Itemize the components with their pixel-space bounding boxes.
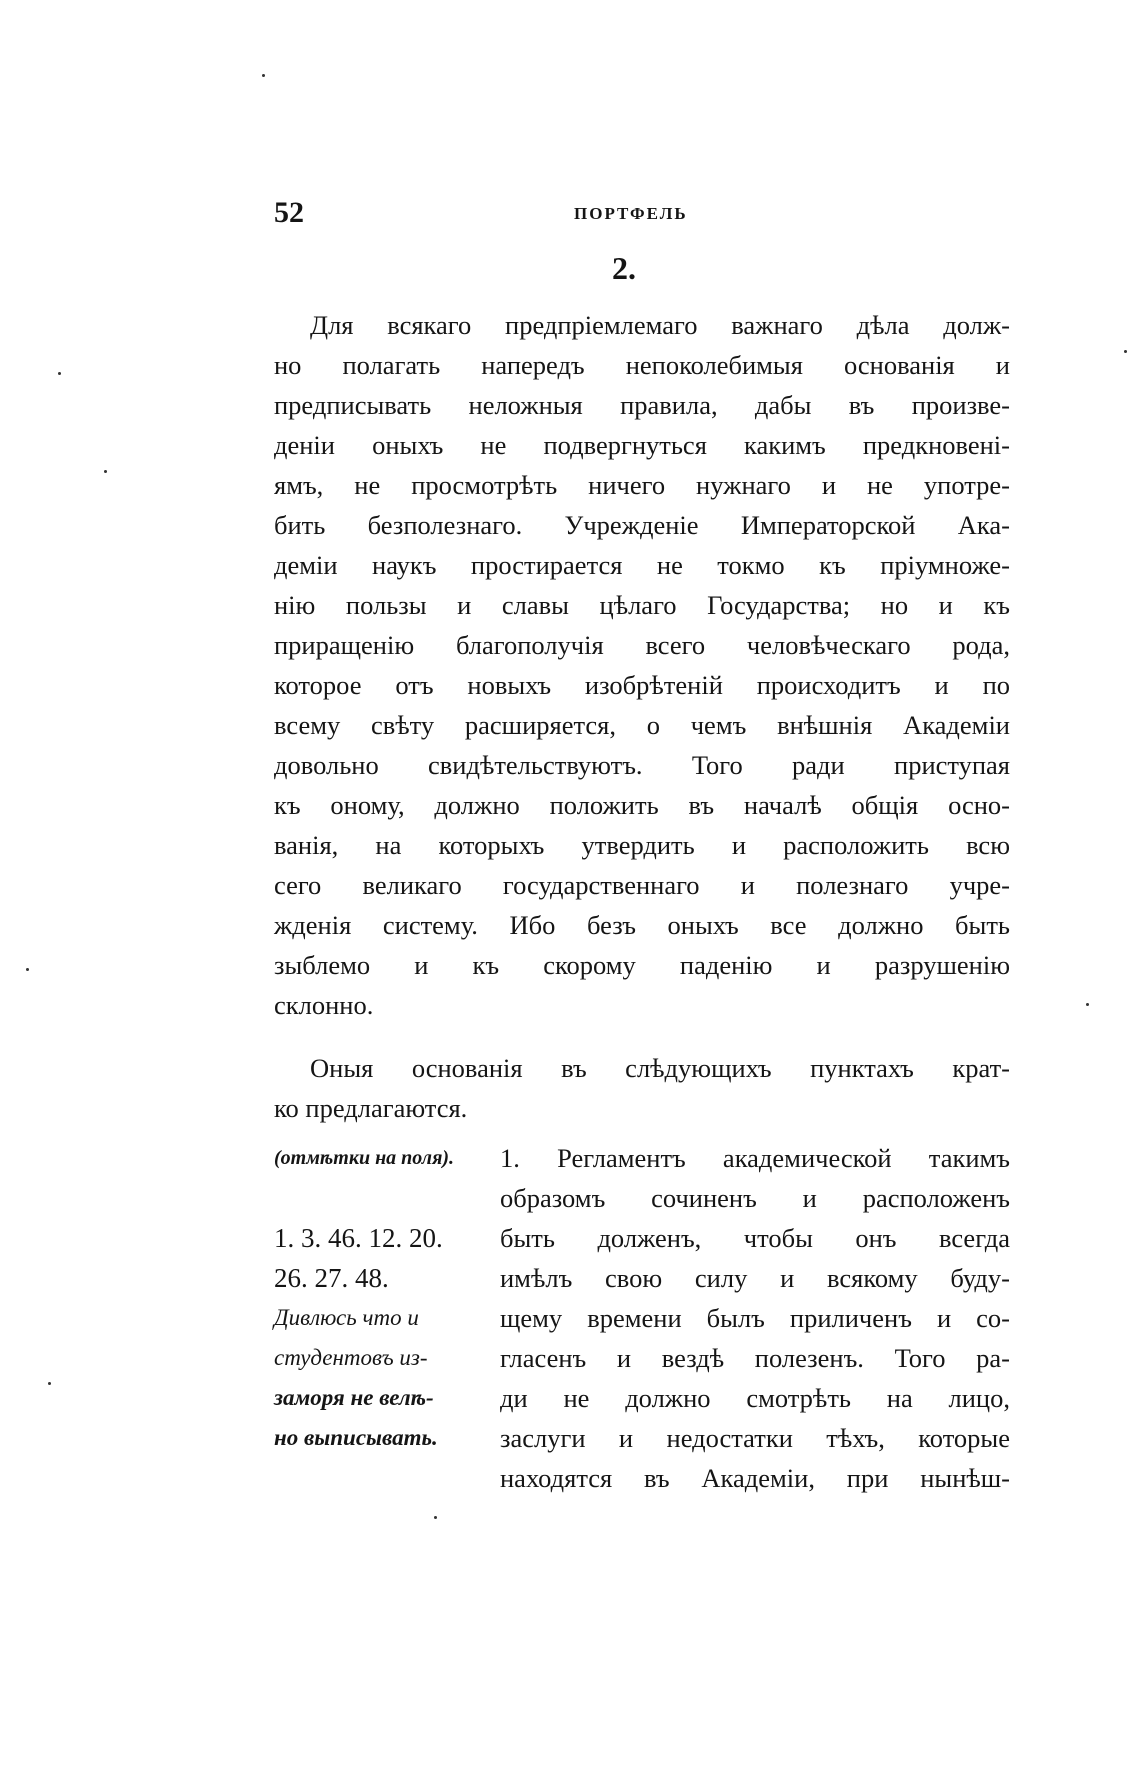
text-line: быть долженъ, чтобы онъ всегда <box>500 1223 1010 1253</box>
text-line: предписывать неложныя правила, дабы въ произве- <box>274 390 1010 420</box>
text-line: ямъ, не просмотрѣть ничего нужнаго и не употре- <box>274 470 1010 500</box>
scan-speck <box>434 1516 437 1519</box>
margin-spacer <box>274 1178 499 1218</box>
text-line: довольно свидѣтельствуютъ. Того ради приступая <box>274 750 1010 780</box>
text-line: зыблемо и къ скорому паденію и разрушенію <box>274 950 1010 980</box>
text-line: бить безполезнаго. Учрежденіе Императорской Ака- <box>274 510 1010 540</box>
scan-speck <box>26 968 29 971</box>
text-line: деніи оныхъ не подвергнуться какимъ предкновені- <box>274 430 1010 460</box>
margin-note-line: Дивлюсь что и <box>274 1305 419 1330</box>
text-line: ванія, на которыхъ утвердить и расположить всю <box>274 830 1010 860</box>
margin-references: 26. 27. 48. <box>274 1263 389 1293</box>
text-line: всему свѣту расширяется, о чемъ внѣшнія Академіи <box>274 710 1010 740</box>
text-line: гласенъ и вездѣ полезенъ. Того ра- <box>500 1343 1010 1373</box>
text-line: ко предлагаются. <box>274 1093 468 1123</box>
margin-note-line: заморя не велѣ- <box>274 1385 434 1410</box>
text-line: заслуги и недостатки тѣхъ, которые <box>500 1423 1010 1453</box>
scan-speck <box>1124 350 1127 353</box>
margin-references: 1. 3. 46. 12. 20. <box>274 1223 443 1253</box>
scan-speck <box>262 74 265 77</box>
text-line: Для всякаго предпріемлемаго важнаго дѣла долж- <box>310 310 1010 340</box>
page-number: 52 <box>274 196 304 229</box>
running-head: ПОРТФЕЛЬ <box>574 204 688 223</box>
text-line: имѣлъ свою силу и всякому буду- <box>500 1263 1010 1293</box>
section-number: 2. <box>612 250 636 286</box>
text-line: которое отъ новыхъ изобрѣтеній происходитъ и по <box>274 670 1010 700</box>
text-line: склонно. <box>274 990 374 1020</box>
text-line: Оныя основанія въ слѣдующихъ пунктахъ крат- <box>310 1053 1010 1083</box>
text-line: нію пользы и славы цѣлаго Государства; но и къ <box>274 590 1010 620</box>
margin-note-line: студентовъ из- <box>274 1345 428 1370</box>
text-line: деміи наукъ простирается не токмо къ пріумноже- <box>274 550 1010 580</box>
text-line: находятся въ Академіи, при нынѣш- <box>500 1463 1010 1493</box>
text-line: жденія систему. Ибо безъ оныхъ все должно быть <box>274 910 1010 940</box>
text-line: щему времени былъ приличенъ и со- <box>500 1303 1010 1333</box>
paragraph-1 <box>274 305 1010 1025</box>
text-line: ди не должно смотрѣть на лицо, <box>500 1383 1010 1413</box>
margin-heading: (отмѣтки на поля). <box>274 1147 455 1169</box>
text-line: образомъ сочиненъ и расположенъ <box>500 1183 1010 1213</box>
text-line: сего великаго государственнаго и полезнаго учре- <box>274 870 1010 900</box>
paragraph-2 <box>274 1048 1010 1128</box>
scan-speck <box>48 1382 51 1385</box>
margin-notes <box>274 1138 499 1458</box>
text-line: къ оному, должно положить въ началѣ общія осно- <box>274 790 1010 820</box>
point-1-text <box>500 1138 1010 1498</box>
scan-speck <box>104 470 107 473</box>
margin-note-line: но выписывать. <box>274 1425 438 1450</box>
page-header <box>274 196 1010 236</box>
text-line: приращенію благополучія всего человѣческаго рода, <box>274 630 1010 660</box>
scan-speck <box>58 372 61 375</box>
scan-speck <box>1086 1003 1089 1006</box>
text-line: 1. Регламентъ академической такимъ <box>500 1143 1010 1173</box>
text-line: но полагать напередъ непоколебимыя основанія и <box>274 350 1010 380</box>
